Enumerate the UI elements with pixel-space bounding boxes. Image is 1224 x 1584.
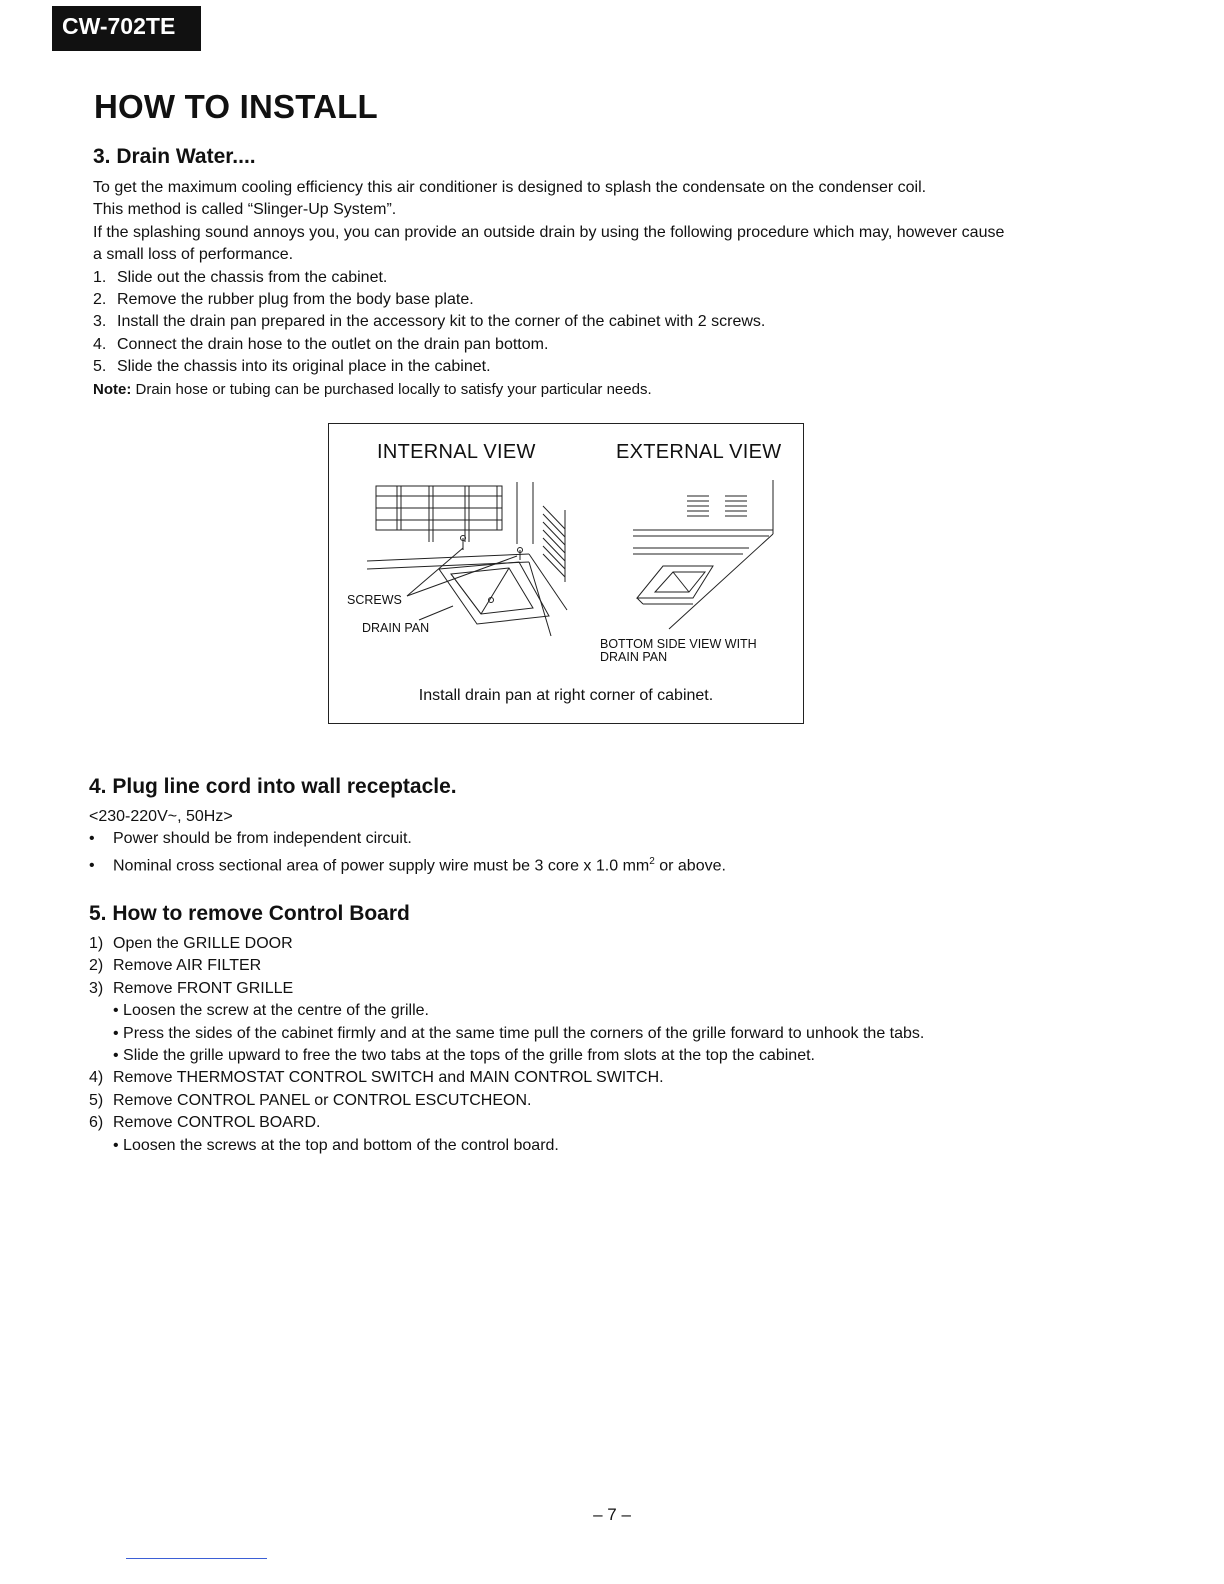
bottom-view-label-line1: BOTTOM SIDE VIEW WITH — [600, 637, 757, 651]
note-label: Note: — [93, 380, 132, 398]
decorative-line — [126, 1558, 267, 1559]
step-text: Connect the drain hose to the outlet on the drain pan bottom. — [117, 335, 549, 353]
bottom-view-label — [600, 638, 757, 664]
bullet-item — [89, 851, 726, 878]
step-number: 5. — [93, 358, 107, 376]
drain-pan-figure — [328, 423, 804, 724]
line-text: Remove FRONT GRILLE — [113, 979, 294, 997]
bullet-text-end: or above. — [659, 857, 726, 875]
note — [93, 379, 1004, 401]
section-5-heading: 5. How to remove Control Board — [89, 902, 410, 925]
line-text: Open the GRILLE DOOR — [113, 935, 293, 952]
section-3-body — [93, 177, 1004, 401]
step-item — [93, 356, 1004, 378]
procedure-line — [89, 933, 924, 955]
page-title: HOW TO INSTALL — [94, 88, 378, 125]
line-number: 3) — [89, 979, 104, 997]
paragraph: To get the maximum cooling efficiency this air conditioner is designed to splash the condensate on the condenser coil. — [93, 179, 927, 196]
external-view-drawing — [633, 480, 773, 629]
paragraph: This method is called “Slinger-Up System”. — [93, 201, 397, 219]
procedure-subline: • Loosen the screws at the top and bottom of the control board. — [113, 1136, 559, 1154]
procedure-subline: • Loosen the screw at the centre of the grille. — [113, 1002, 429, 1020]
procedure-line — [89, 955, 924, 977]
section-5-body — [89, 933, 924, 1157]
line-text: Remove THERMOSTAT CONTROL SWITCH and MAIN CONTROL SWITCH. — [113, 1069, 664, 1087]
line-number: 5) — [89, 1091, 104, 1109]
figure-caption: Install drain pan at right corner of cabinet. — [418, 687, 714, 704]
section-4-heading: 4. Plug line cord into wall receptacle. — [89, 775, 457, 798]
bullet-text: Nominal cross sectional area of power supply wire must be 3 core x 1.0 mm — [113, 857, 650, 875]
line-text: Remove CONTROL PANEL or CONTROL ESCUTCHEON. — [113, 1091, 532, 1109]
procedure-subline: • Press the sides of the cabinet firmly and at the same time pull the corners of the grille forward to unhook the tabs. — [113, 1024, 925, 1042]
procedure-line — [89, 1067, 924, 1089]
step-number: 3. — [93, 313, 107, 331]
step-text: Remove the rubber plug from the body base plate. — [117, 291, 474, 309]
procedure-line — [89, 1112, 924, 1134]
step-number: 1. — [93, 268, 107, 286]
line-number: 6) — [89, 1114, 104, 1132]
line-text: Remove AIR FILTER — [113, 957, 262, 975]
bullet-item — [89, 828, 726, 850]
section-4-body — [89, 806, 726, 878]
bottom-view-label-line2: DRAIN PAN — [600, 650, 668, 664]
paragraph: If the splashing sound annoys you, you can provide an outside drain by using the following procedure which may, however cause — [93, 223, 1005, 241]
procedure-line — [89, 1090, 924, 1112]
model-tag: CW-702TE — [52, 6, 201, 51]
page-number: – 7 – — [593, 1505, 631, 1524]
procedure-line — [89, 978, 924, 1000]
screws-label: SCREWS — [347, 593, 402, 607]
line-number: 4) — [89, 1069, 104, 1087]
step-item — [93, 311, 1004, 333]
line-number: 2) — [89, 957, 104, 975]
external-view-heading: EXTERNAL VIEW — [616, 441, 782, 463]
section-3-heading: 3. Drain Water.... — [93, 145, 256, 168]
bullet-text: Power should be from independent circuit. — [113, 830, 412, 848]
step-text: Install the drain pan prepared in the accessory kit to the corner of the cabinet with 2 screws. — [117, 313, 766, 331]
superscript: 2 — [649, 855, 655, 867]
internal-view-drawing — [367, 482, 567, 636]
step-item — [93, 289, 1004, 311]
step-item — [93, 267, 1004, 289]
note-text: Drain hose or tubing can be purchased locally to satisfy your particular needs. — [135, 380, 652, 398]
step-number: 2. — [93, 291, 107, 309]
drain-pan-label: DRAIN PAN — [362, 621, 430, 635]
line-number: 1) — [89, 935, 104, 952]
step-text: Slide out the chassis from the cabinet. — [117, 268, 388, 286]
step-item — [93, 334, 1004, 356]
bullet-icon: • — [89, 857, 95, 875]
step-text: Slide the chassis into its original place in the cabinet. — [117, 358, 491, 376]
line-text: Remove CONTROL BOARD. — [113, 1114, 321, 1132]
paragraph: a small loss of performance. — [93, 246, 294, 264]
procedure-subline: • Slide the grille upward to free the two tabs at the tops of the grille from slots at the top the cabinet. — [113, 1047, 815, 1065]
voltage-spec: <230-220V~, 50Hz> — [89, 808, 233, 825]
internal-view-heading: INTERNAL VIEW — [377, 441, 536, 463]
step-number: 4. — [93, 335, 107, 353]
bullet-icon: • — [89, 830, 95, 848]
